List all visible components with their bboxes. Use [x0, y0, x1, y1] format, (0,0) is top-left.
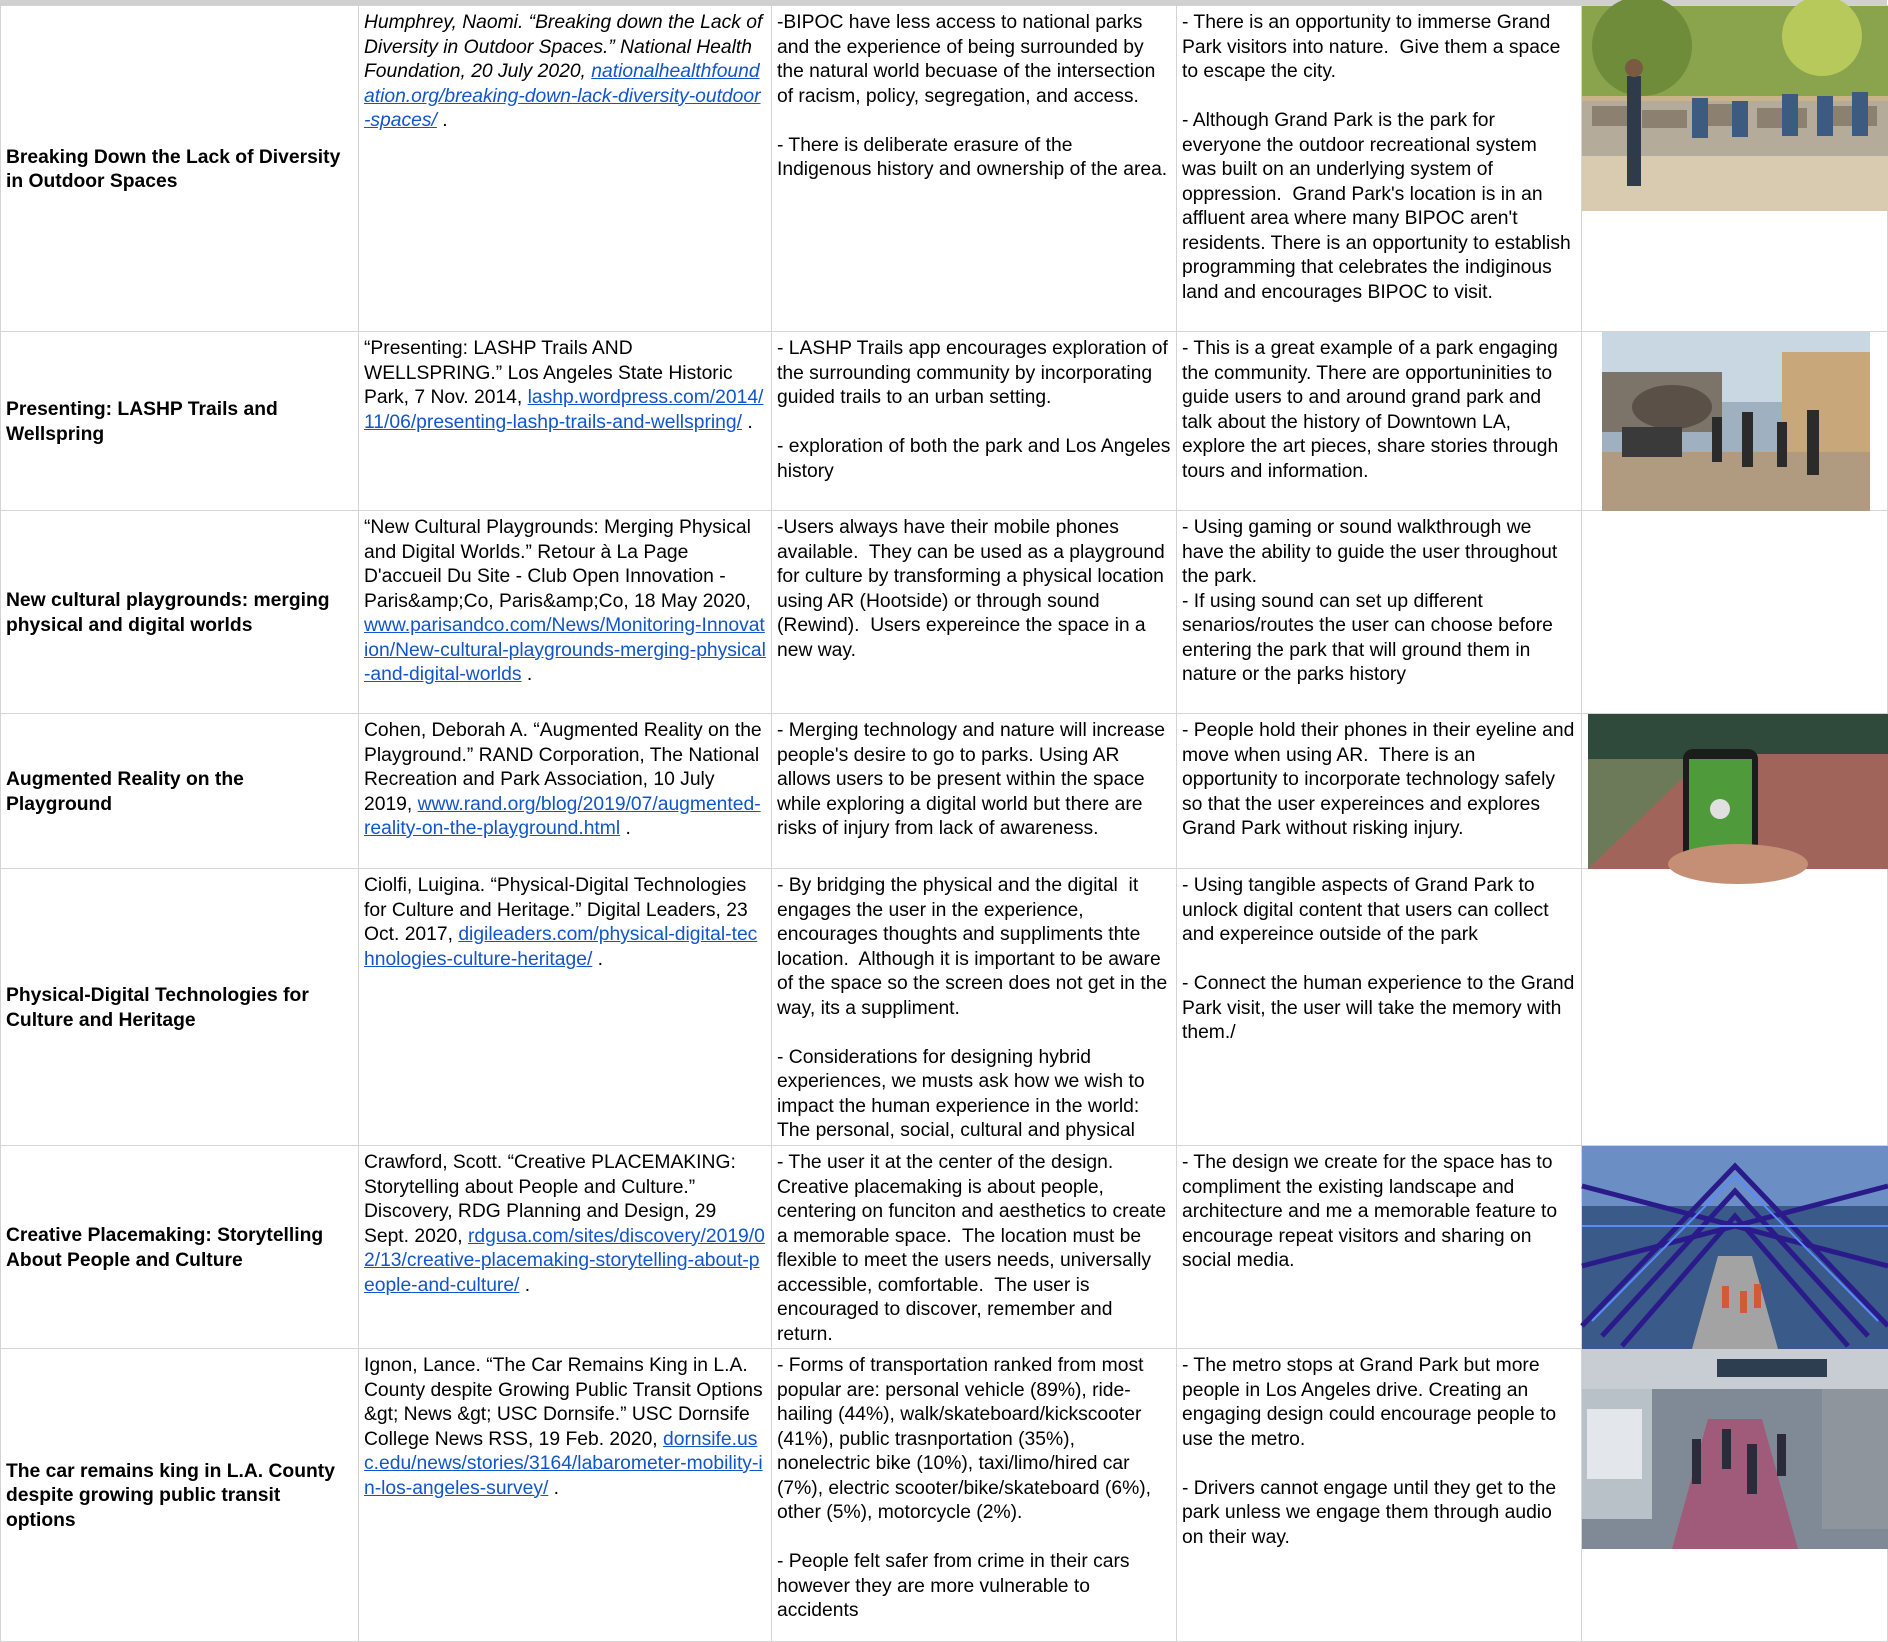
- citation-link[interactable]: digileaders.com/physical-digital-technologies-culture-heritage/: [364, 924, 758, 970]
- findings-cell[interactable]: [772, 6, 1177, 332]
- image-cell[interactable]: [1582, 1349, 1888, 1642]
- citation-text: Ignon, Lance. “The Car Remains King in L.A. County despite Growing Public Transit Options &gt; News &gt; USC Dornsife.” USC Dornsife College News RSS, 19 Feb. 2020,: [364, 1355, 763, 1450]
- phone-ar-photo[interactable]: [1588, 714, 1888, 869]
- insights-text: - Using gaming or sound walkthrough we have the ability to guide the user throughout the park. - If using sound can set up different senarios/routes the user can choose before entering the park that will ground them in nature or the parks history: [1182, 517, 1558, 685]
- insights-cell[interactable]: [1177, 511, 1582, 714]
- insights-text: - People hold their phones in their eyeline and move when using AR. There is an opportunity to incorporate technology safely so that the user expereinces and explores Grand Park without risking injury.: [1182, 720, 1580, 839]
- research-table: [0, 5, 1888, 1642]
- metro-station-photo[interactable]: [1582, 1349, 1888, 1549]
- insights-cell[interactable]: [1177, 1349, 1582, 1642]
- source-title-cell[interactable]: Physical-Digital Technologies for Culture and Heritage: [1, 869, 359, 1146]
- citation-text: “Presenting: LASHP Trails AND WELLSPRING.” Los Angeles State Historic Park, 7 Nov. 2014,: [364, 338, 733, 408]
- citation-cell[interactable]: [359, 714, 772, 869]
- source-title-cell[interactable]: Creative Placemaking: Storytelling About People and Culture: [1, 1146, 359, 1349]
- findings-text: - Merging technology and nature will increase people's desire to go to parks. Using AR allows users to be present within the space while exploring a digital world but there are risks of injury from lack of awareness.: [777, 720, 1171, 839]
- insights-cell[interactable]: [1177, 6, 1582, 332]
- citation-link[interactable]: dornsife.usc.edu/news/stories/3164/labarometer-mobility-in-los-angeles-survey/: [364, 1428, 763, 1499]
- citation-cell[interactable]: [359, 6, 772, 332]
- table-row: [1, 714, 1888, 869]
- citation-text: Crawford, Scott. “Creative PLACEMAKING: Storytelling about People and Culture.” Discovery, RDG Planning and Design, 29 Sept. 2020,: [364, 1152, 736, 1247]
- citation-suffix: .: [519, 1274, 531, 1296]
- table-row: [1, 869, 1888, 1146]
- table-row: [1, 1349, 1888, 1642]
- image-cell[interactable]: [1582, 714, 1888, 869]
- citation-link[interactable]: www.parisandco.com/News/Monitoring-Innovation/New-cultural-playgrounds-merging-physical-and-digital-worlds: [364, 615, 766, 685]
- image-cell[interactable]: [1582, 1146, 1888, 1349]
- insights-cell[interactable]: [1177, 1146, 1582, 1349]
- citation-text: “New Cultural Playgrounds: Merging Physical and Digital Worlds.” Retour à La Page D'accueil Du Site - Club Open Innovation - Paris&amp;Co, Paris&amp;Co, 18 May 2020,: [364, 517, 751, 612]
- source-title-cell[interactable]: New cultural playgrounds: merging physical and digital worlds: [1, 511, 359, 714]
- image-cell[interactable]: [1582, 332, 1888, 511]
- findings-text: - By bridging the physical and the digital it engages the user in the experience, encourages thoughts and suppliments thte location. Although it is important to be aware of the space so the screen does not get in the way, its a suppliment. - Considerations for designing hybrid experiences, we musts ask how we wish to impact the human experience in the world: The personal, social, cultural and physical: [777, 875, 1168, 1141]
- insights-cell[interactable]: [1177, 869, 1582, 1146]
- citation-cell[interactable]: [359, 1146, 772, 1349]
- source-title-cell[interactable]: Presenting: LASHP Trails and Wellspring: [1, 332, 359, 511]
- citation-link[interactable]: lashp.wordpress.com/2014/11/06/presenting-lashp-trails-and-wellspring/: [364, 387, 764, 433]
- citation-text: Humphrey, Naomi. “Breaking down the Lack of Diversity in Outdoor Spaces.” National Health Foundation, 20 July 2020,: [364, 12, 763, 82]
- source-title-cell[interactable]: Breaking Down the Lack of Diversity in Outdoor Spaces: [1, 6, 359, 332]
- citation-text: Ciolfi, Luigina. “Physical-Digital Technologies for Culture and Heritage.” Digital Leaders, 23 Oct. 2017,: [364, 875, 748, 945]
- table-row: [1, 1146, 1888, 1349]
- lit-bridge-photo[interactable]: [1582, 1146, 1888, 1349]
- source-title-cell[interactable]: Augmented Reality on the Playground: [1, 714, 359, 869]
- image-cell[interactable]: [1582, 869, 1888, 1146]
- findings-cell[interactable]: [772, 1146, 1177, 1349]
- table-row: [1, 6, 1888, 332]
- citation-cell[interactable]: [359, 1349, 772, 1642]
- citation-link[interactable]: nationalhealthfoundation.org/breaking-down-lack-diversity-outdoor-spaces/: [364, 61, 761, 131]
- insights-text: - The design we create for the space has to compliment the existing landscape and architecture and me a memorable feature to encourage repeat visitors and sharing on social media.: [1182, 1152, 1563, 1271]
- insights-text: - Using tangible aspects of Grand Park to unlock digital content that users can collect and expereince outside of the park - Connect the human experience to the Grand Park visit, the user will take the memory with them./: [1182, 875, 1575, 1043]
- insights-cell[interactable]: [1177, 714, 1582, 869]
- citation-cell[interactable]: [359, 869, 772, 1146]
- citation-suffix: .: [741, 411, 753, 433]
- citation-suffix: .: [592, 948, 604, 970]
- table-row: [1, 332, 1888, 511]
- findings-cell[interactable]: [772, 714, 1177, 869]
- insights-cell[interactable]: [1177, 332, 1582, 511]
- image-cell[interactable]: [1582, 6, 1888, 332]
- citation-text: Cohen, Deborah A. “Augmented Reality on the Playground.” RAND Corporation, The National Recreation and Park Association, 10 July 2019,: [364, 720, 762, 815]
- urban-walk-photo[interactable]: [1602, 332, 1870, 511]
- findings-text: - The user it at the center of the design. Creative placemaking is about people, centering on funciton and aesthetics to create a memorable space. The location must be flexible to meet the users needs, universally accessible, comfortable. The user is encouraged to discover, remember and return.: [777, 1152, 1172, 1345]
- source-title-cell[interactable]: The car remains king in L.A. County despite growing public transit options: [1, 1349, 359, 1642]
- insights-text: - The metro stops at Grand Park but more people in Los Angeles drive. Creating an engaging design could encourage people to use the metro. - Drivers cannot engage until they get to the park unless we engage them through audio on their way.: [1182, 1355, 1557, 1548]
- outdoor-group-photo[interactable]: [1582, 6, 1888, 211]
- citation-link[interactable]: rdgusa.com/sites/discovery/2019/02/13/creative-placemaking-storytelling-about-people-and-culture/: [364, 1225, 765, 1296]
- citation-cell[interactable]: [359, 511, 772, 714]
- table-row: [1, 511, 1888, 714]
- insights-text: - There is an opportunity to immerse Grand Park visitors into nature. Give them a space to escape the city. - Although Grand Park is the park for everyone the outdoor recreational system was built on an underlying system of oppression. Grand Park's location is in an affluent area where many BIPOC aren't residents. There is an opportunity to establish programming that celebrates the indiginous land and encourages BIPOC to visit.: [1182, 12, 1571, 303]
- findings-text: - Forms of transportation ranked from most popular are: personal vehicle (89%), ride-hailing (44%), walk/skateboard/kickscooter (41%), public trasnportation (35%), nonelectric bike (10%), taxi/limo/hired car (7%), electric scooter/bike/skateboard (6%), other (5%), motorcycle (2%). - People felt safer from crime in their cars however they are more vulnerable to accidents: [777, 1355, 1151, 1621]
- citation-link[interactable]: www.rand.org/blog/2019/07/augmented-reality-on-the-playground.html: [364, 793, 761, 839]
- findings-cell[interactable]: [772, 1349, 1177, 1642]
- insights-text: - This is a great example of a park engaging the community. There are opportuninities to guide users to and around grand park and talk about the history of Downtown LA, explore the art pieces, share stories through tours and information.: [1182, 338, 1564, 482]
- image-cell[interactable]: [1582, 511, 1888, 714]
- findings-cell[interactable]: [772, 332, 1177, 511]
- citation-suffix: .: [548, 1477, 560, 1499]
- findings-text: -Users always have their mobile phones available. They can be used as a playground for culture by transforming a physical location using AR (Hootside) or through sound (Rewind). Users expereince the space in a new way.: [777, 517, 1171, 661]
- findings-text: -BIPOC have less access to national parks and the experience of being surrounded by the natural world becuase of the intersection of racism, policy, segregation, and access. - There is deliberate erasure of the Indigenous history and ownership of the area.: [777, 12, 1168, 180]
- findings-cell[interactable]: [772, 511, 1177, 714]
- findings-text: - LASHP Trails app encourages exploration of the surrounding community by incorporating guided trails to an urban setting. - exploration of both the park and Los Angeles history: [777, 338, 1171, 482]
- citation-suffix: .: [620, 818, 631, 839]
- findings-cell[interactable]: [772, 869, 1177, 1146]
- citation-cell[interactable]: [359, 332, 772, 511]
- citation-suffix: .: [521, 664, 533, 685]
- citation-suffix: .: [436, 110, 448, 131]
